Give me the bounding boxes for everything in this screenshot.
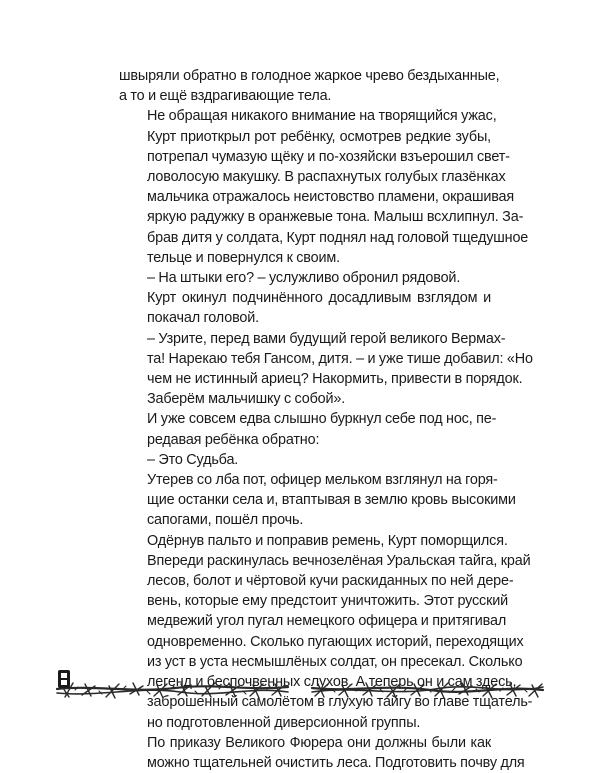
- text-line: мальчика отражалось неистовство пламени, окрашивая: [147, 189, 515, 206]
- paragraph: [119, 329, 533, 410]
- text-line: – Это Судьба.: [147, 451, 239, 468]
- text-line: редавая ребёнка обратно:: [147, 431, 320, 448]
- text-line: брав дитя у солдата, Курт поднял над головой тщедушное: [147, 229, 529, 246]
- page-footer: [55, 668, 545, 712]
- text-line: И уже совсем едва слышно буркнул себе под нос, пе-: [147, 411, 497, 428]
- paragraph: [119, 106, 529, 268]
- text-line: швыряли обратно в голодное жаркое чрево бездыханные,: [119, 68, 500, 84]
- text-line: медвежий угол пугал немецкого офицера и притягивал: [147, 613, 507, 630]
- text-line: легенд и беспочвенных слухов. А теперь он и сам здесь,: [147, 674, 517, 691]
- text-line: – На штыки его? – услужливо обронил рядовой.: [147, 270, 461, 287]
- text-line: чем не истинный ариец? Накормить, привести в порядок.: [147, 371, 523, 388]
- paragraph: [119, 450, 491, 470]
- text-line: По приказу Великого Фюрера они должны были как: [147, 734, 491, 751]
- text-line: Заберём мальчишку с собой».: [147, 391, 346, 408]
- text-line: а то и ещё вздрагивающие тела.: [119, 88, 332, 105]
- text-line: – Узрите, перед вами будущий герой великого Вермах-: [147, 330, 506, 347]
- text-line: Одёрнув пальто и поправив ремень, Курт поморщился.: [147, 532, 508, 549]
- text-line: лесов, болот и чёртовой кучи раскиданных по ней дере-: [147, 573, 514, 590]
- text-line: Курт окинул подчинённого досадливым взглядом и: [147, 290, 491, 307]
- text-line: но подготовленной диверсионной группы.: [147, 714, 421, 731]
- text-line: щие останки села и, втаптывая в землю кровь высокими: [147, 492, 516, 509]
- text-line: вень, которые ему предстоит уничтожить. Этот русский: [147, 593, 509, 610]
- text-line: тельце и повернулся к своим.: [147, 249, 340, 266]
- text-line: из уст в уста несмышлёных солдат, он пресекал. Сколько: [147, 653, 523, 670]
- text-line: покачал головой.: [147, 310, 259, 327]
- page-number-icon: [55, 668, 73, 690]
- text-line: можно тщательней очистить леса. Подготовить почву для: [147, 754, 525, 771]
- paragraph: [119, 268, 491, 288]
- text-line: Впереди раскинулась вечнозелёная Уральская тайга, край: [147, 552, 531, 569]
- text-line: сапогами, пошёл прочь.: [147, 512, 304, 529]
- text-line: Утерев со лба пот, офицер мельком взглянул на горя-: [147, 472, 498, 489]
- text-line: Курт приоткрыл рот ребёнку, осмотрев редкие зубы,: [147, 128, 491, 145]
- barbed-wire-right-icon: [310, 668, 545, 712]
- paragraph: [119, 288, 491, 328]
- paragraph: [119, 733, 525, 773]
- text-line: та! Нарекаю тебя Гансом, дитя. – и уже тише добавил: «Но: [147, 350, 533, 367]
- paragraph: [119, 470, 516, 531]
- text-line: ловолосую макушку. В распахнутых голубых глазёнках: [147, 169, 506, 186]
- text-line: заброшенный самолётом в глухую тайгу во главе тщатель-: [147, 694, 533, 711]
- text-line: яркую радужку в оранжевые тона. Малыш всхлипнул. За-: [147, 209, 524, 226]
- body-text: [119, 66, 533, 773]
- text-line: Не обращая никакого внимание на творящийся ужас,: [147, 108, 497, 125]
- paragraph: [119, 66, 500, 106]
- text-line: одновременно. Сколько пугающих историй, переходящих: [147, 633, 524, 650]
- paragraph: [119, 409, 497, 449]
- text-line: потрепал чумазую щёку и по-хозяйски взъерошил свет-: [147, 148, 510, 165]
- barbed-wire-left-icon: [55, 668, 290, 712]
